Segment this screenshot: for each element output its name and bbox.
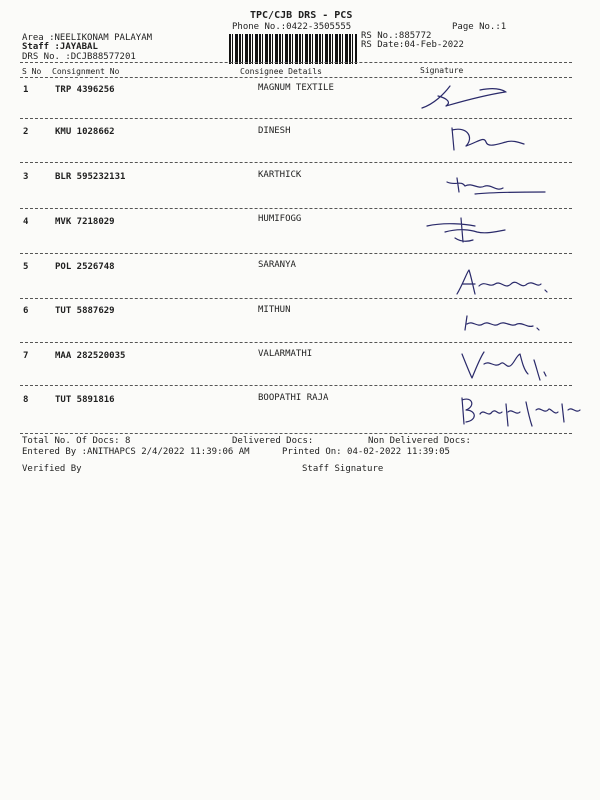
row-consignee: BOOPATHI RAJA — [258, 393, 329, 403]
row-consignment: TUT 5891816 — [55, 395, 115, 405]
divider — [20, 342, 572, 343]
divider — [20, 162, 572, 163]
divider — [20, 208, 572, 209]
delivered-docs: Delivered Docs: — [232, 436, 314, 446]
signature-image — [420, 82, 510, 112]
row-sno: 3 — [23, 172, 29, 182]
row-sno: 1 — [23, 85, 29, 95]
row-consignee: SARANYA — [258, 260, 296, 270]
row-consignee: HUMIFOGG — [258, 214, 302, 224]
verified-by: Verified By — [22, 464, 82, 474]
divider — [20, 385, 572, 386]
signature-image — [425, 212, 515, 246]
row-consignment: MVK 7218029 — [55, 217, 115, 227]
row-consignment: BLR 595232131 — [55, 172, 126, 182]
document-title: TPC/CJB DRS - PCS — [250, 10, 353, 21]
signature-image — [445, 172, 545, 202]
row-consignee: KARTHICK — [258, 170, 302, 180]
rs-number: RS No.:885772 — [361, 31, 432, 41]
non-delivered-docs: Non Delivered Docs: — [368, 436, 471, 446]
row-consignee: DINESH — [258, 126, 291, 136]
staff-signature: Staff Signature — [302, 464, 384, 474]
row-sno: 5 — [23, 262, 29, 272]
row-consignment: MAA 282520035 — [55, 351, 126, 361]
rs-date: RS Date:04-Feb-2022 — [361, 40, 464, 50]
row-sno: 2 — [23, 127, 29, 137]
col-signature: Signature — [420, 66, 464, 75]
col-consignment: Consignment No — [52, 67, 120, 76]
col-consignee: Consignee Details — [240, 67, 322, 76]
drs-number: DRS No. :DCJB88577201 — [22, 52, 136, 62]
row-consignment: POL 2526748 — [55, 262, 115, 272]
row-consignee: MAGNUM TEXTILE — [258, 83, 334, 93]
row-consignee: MITHUN — [258, 305, 291, 315]
row-sno: 4 — [23, 217, 29, 227]
signature-image — [455, 266, 555, 298]
entered-by: Entered By :ANITHAPCS 2/4/2022 11:39:06 AM — [22, 447, 250, 457]
divider — [20, 298, 572, 299]
staff-label: Staff :JAYABAL — [22, 42, 98, 52]
row-sno: 7 — [23, 351, 29, 361]
barcode — [229, 34, 357, 64]
signature-image — [458, 392, 586, 432]
page-number: Page No.:1 — [452, 22, 507, 32]
row-consignment: TUT 5887629 — [55, 306, 115, 316]
divider — [20, 118, 572, 119]
row-consignment: TRP 4396256 — [55, 85, 115, 95]
divider — [20, 253, 572, 254]
row-sno: 8 — [23, 395, 29, 405]
signature-image — [448, 124, 528, 154]
divider — [20, 62, 572, 63]
row-consignee: VALARMATHI — [258, 349, 313, 359]
printed-on: Printed On: 04-02-2022 11:39:05 — [282, 447, 450, 457]
col-sno: S No — [22, 67, 42, 76]
row-consignment: KMU 1028662 — [55, 127, 115, 137]
phone-number: Phone No.:0422-3505555 — [232, 22, 352, 32]
total-docs: Total No. Of Docs: 8 — [22, 436, 131, 446]
signature-image — [458, 346, 558, 382]
divider — [20, 77, 572, 78]
row-sno: 6 — [23, 306, 29, 316]
divider — [20, 433, 572, 434]
area-label: Area :NEELIKONAM PALAYAM — [22, 33, 153, 43]
signature-image — [463, 314, 543, 334]
